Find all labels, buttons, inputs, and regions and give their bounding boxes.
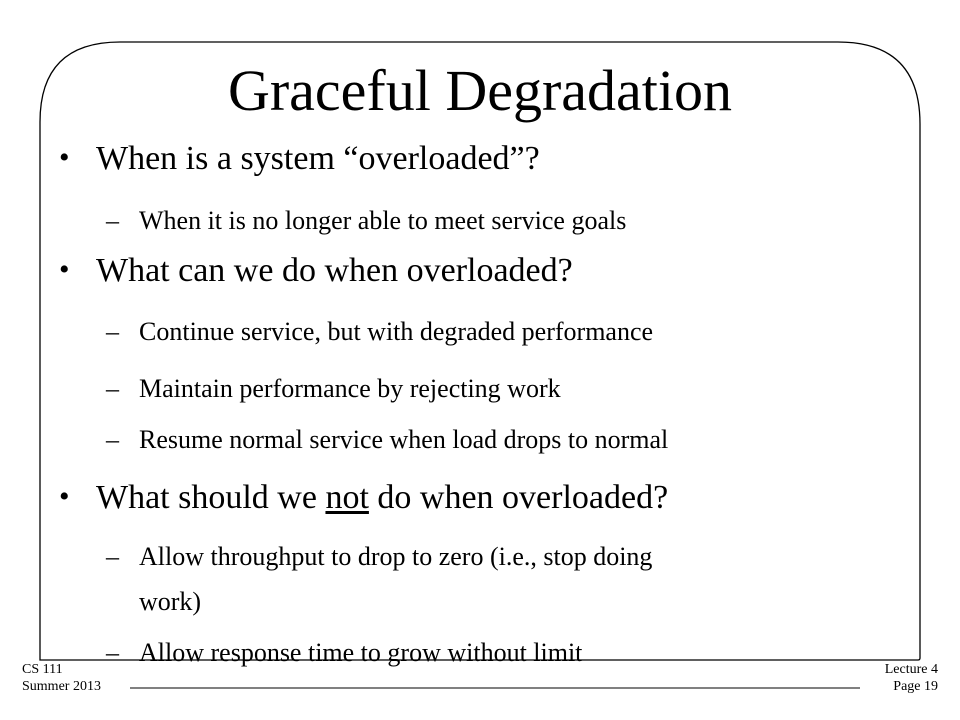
sub-bullet-text: Continue service, but with degraded performance bbox=[139, 317, 654, 346]
bullet-text: What can we do when overloaded? bbox=[96, 252, 573, 289]
bullet-item bbox=[59, 139, 540, 179]
sub-bullet-item bbox=[106, 372, 561, 406]
sub-bullet-text: When it is no longer able to meet service goals bbox=[139, 206, 627, 235]
bullet-item bbox=[59, 251, 573, 291]
course-label: CS 111 bbox=[22, 662, 63, 677]
dash-marker: – bbox=[106, 638, 119, 667]
bullet-marker: • bbox=[59, 253, 70, 286]
dash-marker: – bbox=[106, 542, 119, 571]
bullet-text-after: do when overloaded? bbox=[368, 479, 669, 516]
emphasis-not: not bbox=[325, 479, 369, 516]
sub-bullet-item bbox=[106, 540, 653, 574]
sub-bullet-text: Allow response time to grow without limit bbox=[139, 638, 583, 667]
sub-bullet-item bbox=[106, 315, 654, 349]
dash-marker: – bbox=[106, 317, 119, 346]
sub-bullet-item bbox=[106, 636, 583, 670]
term-label: Summer 2013 bbox=[22, 679, 101, 694]
dash-marker: – bbox=[106, 206, 119, 235]
lecture-label: Lecture 4 bbox=[884, 662, 938, 677]
bullet-item bbox=[59, 478, 669, 518]
sub-bullet-text: Allow throughput to drop to zero (i.e., stop doing bbox=[139, 542, 653, 571]
sub-bullet-continuation bbox=[139, 585, 201, 619]
bullet-text-before: What should we bbox=[96, 479, 326, 516]
slide-title: Graceful Degradation bbox=[227, 58, 733, 123]
dash-marker: – bbox=[106, 425, 119, 454]
sub-bullet-item bbox=[106, 423, 669, 457]
dash-marker: – bbox=[106, 374, 119, 403]
bullet-marker: • bbox=[59, 141, 70, 174]
sub-bullet-text: work) bbox=[139, 587, 202, 616]
sub-bullet-item bbox=[106, 204, 627, 238]
bullet-marker: • bbox=[59, 480, 70, 513]
footer-course-info bbox=[22, 661, 101, 695]
bullet-text: When is a system “overloaded”? bbox=[96, 140, 540, 177]
sub-bullet-text: Maintain performance by rejecting work bbox=[139, 374, 561, 403]
sub-bullet-text: Resume normal service when load drops to normal bbox=[139, 425, 669, 454]
footer-page-info bbox=[885, 661, 938, 695]
page-number: Page 19 bbox=[893, 679, 938, 694]
